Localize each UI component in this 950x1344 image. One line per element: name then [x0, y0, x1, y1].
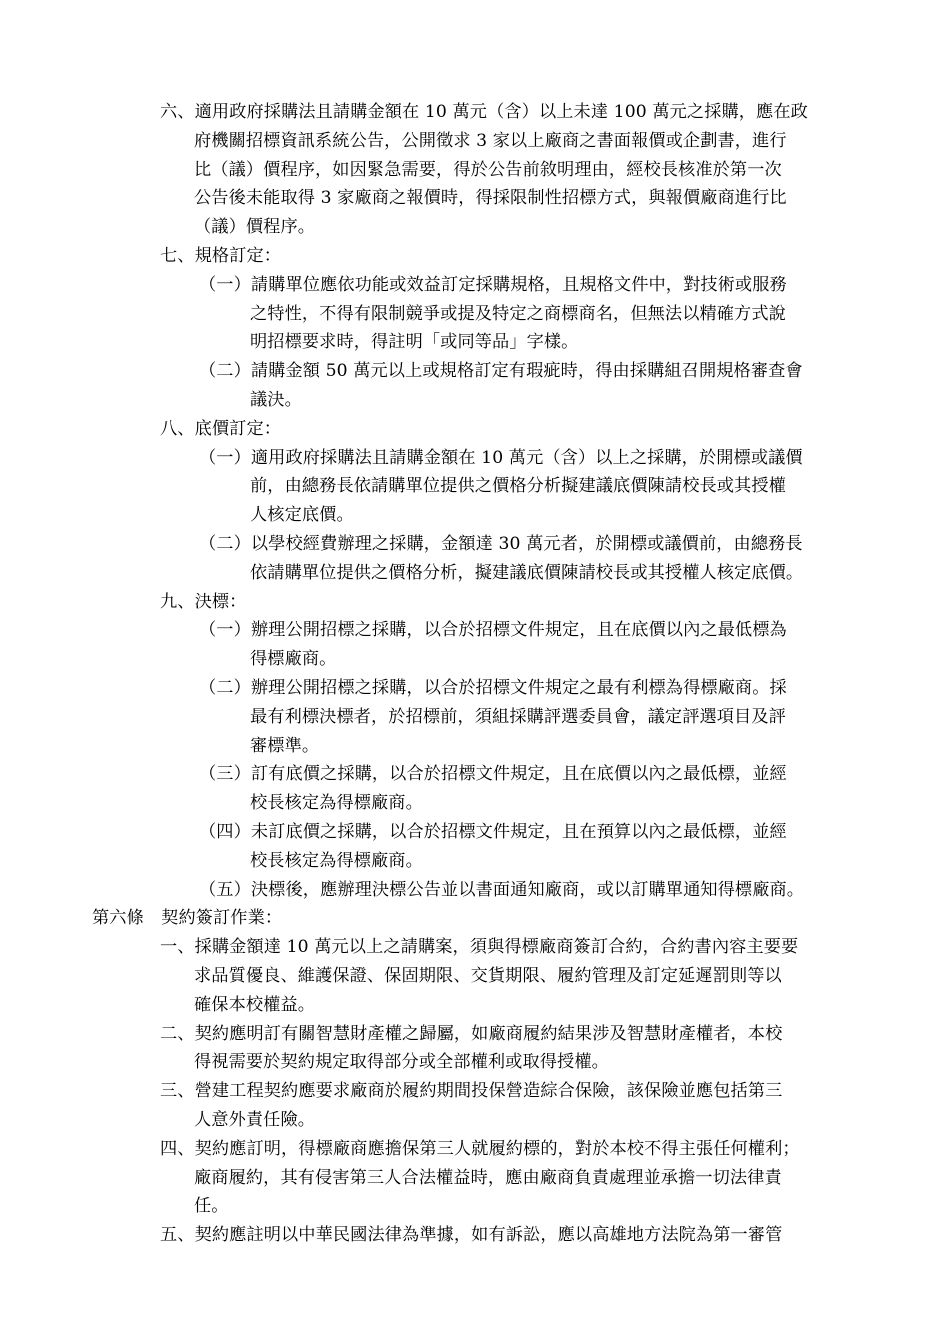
item7-sub1-line-3: 明招標要求時，得註明「或同等品」字樣。	[250, 332, 579, 352]
item9-sub3-line-1: （三）訂有底價之採購，以合於招標文件規定，且在底價以內之最低標，並經	[199, 760, 787, 789]
item9-sub4-line-2: 校長核定為得標廠商。	[250, 851, 423, 871]
item9-sub1-label: （一）	[199, 620, 251, 640]
article6-item5-label: 五、	[160, 1225, 195, 1245]
item8-sub1-line-2: 前，由總務長依請購單位提供之價格分析擬建議底價陳請校長或其授權	[250, 476, 786, 496]
item8-sub2-line-2: 依請購單位提供之價格分析，擬建議底價陳請校長或其授權人核定底價。	[250, 563, 804, 583]
article6-heading: 第六條 契約簽訂作業：	[92, 908, 283, 928]
item8-sub2-label: （二）	[199, 534, 251, 554]
item7-sub2-label: （二）	[199, 361, 251, 381]
item9-sub3-line-2: 校長核定為得標廠商。	[250, 793, 423, 813]
item9-sub4-label: （四）	[199, 822, 251, 842]
item9-sub4-line-1: （四）未訂底價之採購，以合於招標文件規定，且在預算以內之最低標，並經	[199, 818, 787, 847]
item6-line-1	[160, 98, 808, 127]
article6-item1-line-3: 確保本校權益。	[194, 995, 316, 1015]
article6-item4-line-2: 廠商履約，其有侵害第三人合法權益時，應由廠商負責處理並承擔一切法律責	[194, 1168, 782, 1188]
article6-item5-line-1: 五、契約應註明以中華民國法律為準據，如有訴訟，應以高雄地方法院為第一審管	[160, 1221, 782, 1250]
item9-sub2-label: （二）	[199, 678, 251, 698]
item7-sub1-line-2: 之特性，不得有限制競爭或提及特定之商標商名，但無法以精確方式說	[250, 304, 786, 324]
item9-heading: 九、決標：	[160, 592, 247, 612]
item7-sub2-line-2: 議決。	[250, 390, 302, 410]
item9-sub2-line-3: 審標準。	[250, 736, 320, 756]
item8-sub1-line-1: （一）適用政府採購法且請購金額在 10 萬元（含）以上之採購，於開標或議價	[199, 444, 803, 473]
item6-line-2: 府機關招標資訊系統公告，公開徵求 3 家以上廠商之書面報價或企劃書，進行	[194, 131, 787, 151]
item6-line-4: 公告後未能取得 3 家廠商之報價時，得採限制性招標方式，與報價廠商進行比	[194, 188, 787, 208]
item9-sub2-line-2: 最有利標決標者，於招標前，須組採購評選委員會，議定評選項目及評	[250, 707, 786, 727]
item7-sub1-label: （一）	[199, 275, 251, 295]
article6-item2-line-2: 得視需要於契約規定取得部分或全部權利或取得授權。	[194, 1052, 609, 1072]
item7-sub1-line-1: （一）請購單位應依功能或效益訂定採購規格，且規格文件中，對技術或服務	[199, 271, 787, 300]
article6-item1-label: 一、	[160, 937, 195, 957]
item8-sub2-line-1: （二）以學校經費辦理之採購，金額達 30 萬元者，於開標或議價前，由總務長	[199, 530, 803, 559]
article6-item4-line-1: 四、契約應訂明，得標廠商應擔保第三人就履約標的，對於本校不得主張任何權利；	[160, 1135, 800, 1164]
article6-item3-line-2: 人意外責任險。	[194, 1110, 316, 1130]
item6-label: 六、	[160, 102, 195, 122]
article6-item1-line-1: 一、採購金額達 10 萬元以上之請購案，須與得標廠商簽訂合約，合約書內容主要要	[160, 933, 798, 962]
item9-sub1-line-2: 得標廠商。	[250, 649, 337, 669]
item8-heading: 八、底價訂定：	[160, 419, 282, 439]
item7-heading: 七、規格訂定：	[160, 246, 282, 266]
item9-sub5-line-1: （五）決標後，應辦理決標公告並以書面通知廠商，或以訂購單通知得標廠商。	[199, 876, 804, 905]
item7-sub2-line-1: （二）請購金額 50 萬元以上或規格訂定有瑕疵時，得由採購組召開規格審查會	[199, 357, 803, 386]
item9-sub1-line-1: （一）辦理公開招標之採購，以合於招標文件規定，且在底價以內之最低標為	[199, 616, 787, 645]
article6-item4-line-3: 任。	[194, 1196, 229, 1216]
article6-item1-line-2: 求品質優良、維護保證、保固期限、交貨期限、履約管理及訂定延遲罰則等以	[194, 966, 782, 986]
article6-item3-line-1: 三、營建工程契約應要求廠商於履約期間投保營造綜合保險，該保險並應包括第三	[160, 1077, 782, 1106]
item8-sub1-label: （一）	[199, 448, 251, 468]
item8-sub1-line-3: 人核定底價。	[250, 505, 354, 525]
item9-sub5-label: （五）	[199, 880, 251, 900]
article6-item2-label: 二、	[160, 1024, 195, 1044]
article6-item2-line-1: 二、契約應明訂有關智慧財產權之歸屬，如廠商履約結果涉及智慧財產權者，本校	[160, 1020, 782, 1049]
item6-text: 適用政府採購法且請購金額在 10 萬元（含）以上未達 100 萬元之採購，應在政	[194, 102, 808, 122]
item6-line-3: 比（議）價程序，如因緊急需要，得於公告前敘明理由，經校長核准於第一次	[194, 160, 782, 180]
article6-item4-label: 四、	[160, 1139, 195, 1159]
item9-sub2-line-1: （二）辦理公開招標之採購，以合於招標文件規定之最有利標為得標廠商。採	[199, 674, 787, 703]
article6-item3-label: 三、	[160, 1081, 195, 1101]
item6-line-5: （議）價程序。	[194, 217, 316, 237]
item9-sub3-label: （三）	[199, 764, 251, 784]
